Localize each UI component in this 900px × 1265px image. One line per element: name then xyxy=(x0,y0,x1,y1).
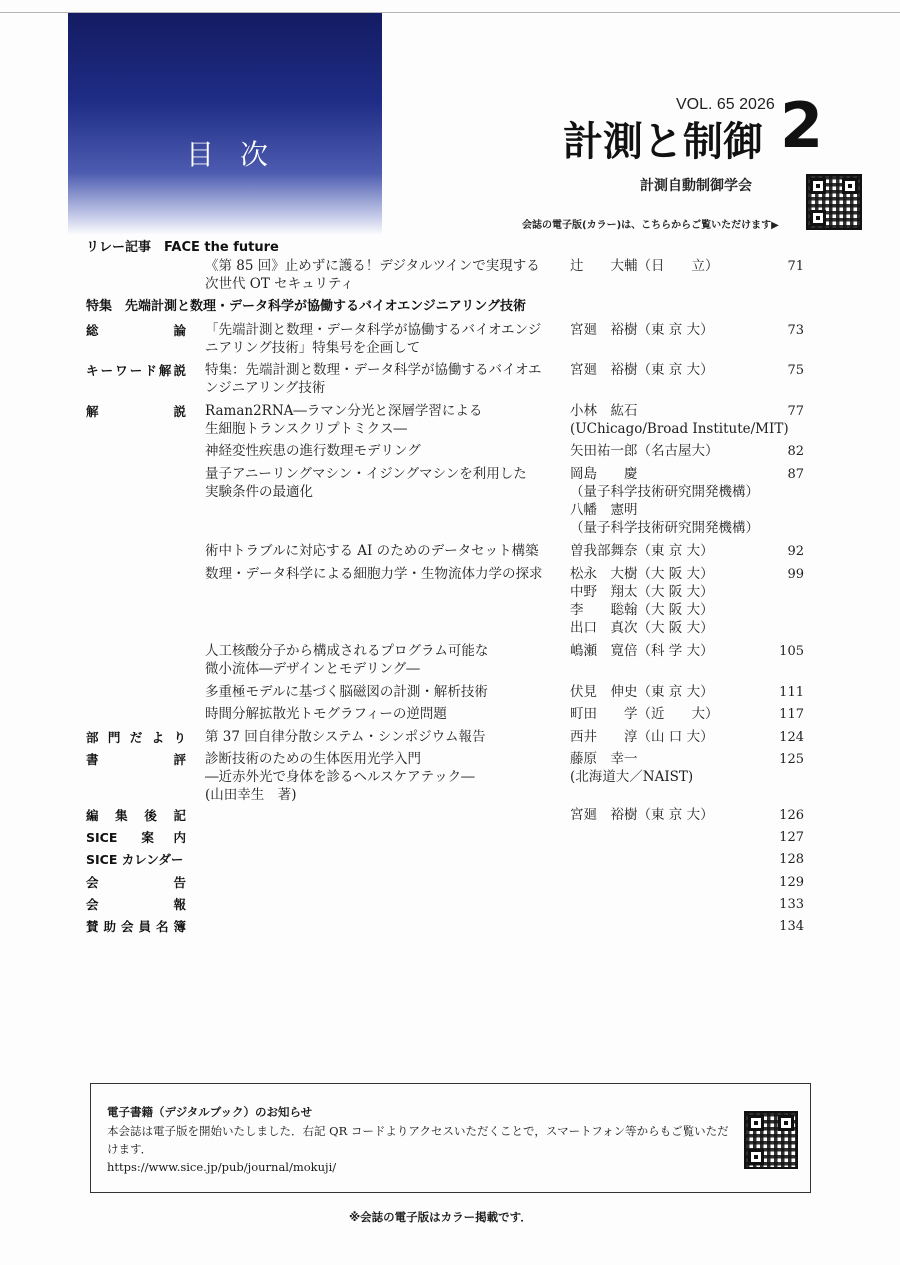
article-title[interactable]: 次世代 OT セキュリティ xyxy=(205,276,354,292)
author-affiliation: （量子科学技術研究開発機構） xyxy=(570,520,759,536)
toc-banner xyxy=(68,13,382,235)
category-label: 部門だより xyxy=(86,730,186,745)
article-author: 李 聡翰（大 阪 大） xyxy=(570,602,714,618)
article-author: 町田 学（近 大） xyxy=(570,706,719,722)
article-title[interactable]: 微小流体―デザインとモデリング― xyxy=(205,661,420,677)
banner-title: 目次 xyxy=(186,138,295,171)
article-author: 宮廻 裕樹（東 京 大） xyxy=(570,807,714,823)
article-author: 矢田祐一郎（名古屋大） xyxy=(570,443,719,459)
page-number: 128 xyxy=(779,852,804,867)
article-title[interactable]: 量子アニーリングマシン・イジングマシンを利用した xyxy=(205,466,527,482)
footer-note: ※会誌の電子版はカラー掲載です． xyxy=(349,1210,532,1224)
article-title[interactable]: ンジニアリング技術 xyxy=(205,380,326,396)
article-title[interactable]: 術中トラブルに対応する AI のためのデータセット構築 xyxy=(205,543,539,559)
category-label[interactable]: SICE カレンダー xyxy=(86,852,184,867)
page-number: 125 xyxy=(779,752,804,767)
page-number: 92 xyxy=(787,544,804,559)
article-author: 岡島 慶 xyxy=(570,466,638,482)
article-author: 宮廻 裕樹（東 京 大） xyxy=(570,362,714,378)
category-label[interactable]: SICE 案内 xyxy=(86,830,186,845)
article-title[interactable]: 第 37 回自律分散システム・シンポジウム報告 xyxy=(205,729,486,745)
page-number: 71 xyxy=(787,259,804,274)
article-author: 松永 大樹（大 阪 大） xyxy=(570,566,714,582)
article-title[interactable]: 多重極モデルに基づく脳磁図の計測・解析技術 xyxy=(205,684,488,700)
category-label: 解説 xyxy=(86,404,186,419)
page-number: 133 xyxy=(779,897,804,912)
qr-finder-icon xyxy=(810,178,826,194)
article-author: 辻 大輔（日 立） xyxy=(570,258,719,274)
article-title[interactable]: 実験条件の最適化 xyxy=(205,484,313,500)
author-affiliation: (北海道大／NAIST) xyxy=(570,769,694,785)
volume-label: VOL. 65 2026 xyxy=(676,96,775,113)
category-label[interactable]: 会告 xyxy=(86,875,186,890)
qr-code-icon[interactable] xyxy=(744,1111,798,1169)
article-author: 中野 翔太（大 阪 大） xyxy=(570,584,714,600)
announcement-title: 電子書籍（デジタルブック）のお知らせ xyxy=(107,1105,313,1119)
category-label: キーワード解説 xyxy=(86,363,186,378)
feature-section-heading: 特集 先端計測と数理・データ科学が協働するバイオエンジニアリング技術 xyxy=(86,299,526,314)
page-number: 127 xyxy=(779,830,804,845)
author-affiliation: （量子科学技術研究開発機構） xyxy=(570,484,759,500)
qr-finder-icon xyxy=(842,178,858,194)
article-title[interactable]: 人工核酸分子から構成されるプログラム可能な xyxy=(205,643,489,659)
article-title[interactable]: 「先端計測と数理・データ科学が協働するバイオエンジ xyxy=(205,322,542,338)
category-label[interactable]: 賛助会員名簿 xyxy=(86,919,186,934)
page-number: 99 xyxy=(787,567,804,582)
qr-finder-icon xyxy=(810,210,826,226)
article-author: 西井 淳（山 口 大） xyxy=(570,729,714,745)
article-title[interactable]: 数理・データ科学による細胞力学・生物流体力学の探求 xyxy=(205,566,543,582)
page-number: 111 xyxy=(779,685,804,700)
article-title[interactable]: 診断技術のための生体医用光学入門 xyxy=(205,751,421,767)
article-author: 出口 真次（大 阪 大） xyxy=(570,620,714,636)
qr-finder-icon xyxy=(748,1149,764,1165)
article-title[interactable]: 特集：先端計測と数理・データ科学が協働するバイオエ xyxy=(205,362,542,378)
article-title[interactable]: (山田幸生 著) xyxy=(205,787,297,803)
announcement-body: 本会誌は電子版を開始いたしました．右記 QR コードよりアクセスいただくことで，スマートフォン等からもご覧いただけます． xyxy=(107,1124,729,1156)
article-author: 宮廻 裕樹（東 京 大） xyxy=(570,322,714,338)
article-title[interactable]: ―近赤外光で身体を診るヘルスケアテック― xyxy=(205,769,475,785)
page-number: 117 xyxy=(779,707,804,722)
journal-title: 計測と制御 xyxy=(563,119,763,165)
category-label: 書評 xyxy=(86,752,186,767)
page-number: 75 xyxy=(787,363,804,378)
page-number: 82 xyxy=(787,444,804,459)
article-author: 曽我部舞奈（東 京 大） xyxy=(570,543,714,559)
page-number: 126 xyxy=(779,808,804,823)
qr-finder-icon xyxy=(748,1115,764,1131)
article-author: 伏見 伸史（東 京 大） xyxy=(570,684,714,700)
electronic-edition-notice[interactable]: 会誌の電子版(カラー)は、こちらからご覧いただけます▶ xyxy=(522,220,779,231)
article-title[interactable]: Raman2RNA―ラマン分光と深層学習による xyxy=(205,403,483,419)
announcement-url-link[interactable]: https://www.sice.jp/pub/journal/mokuji/ xyxy=(107,1160,337,1174)
category-label[interactable]: 編集後記 xyxy=(86,808,186,823)
page-number: 105 xyxy=(779,644,804,659)
category-label: 総論 xyxy=(86,323,186,338)
article-title[interactable]: 時間分解拡散光トモグラフィーの逆問題 xyxy=(205,706,447,722)
page-number: 77 xyxy=(787,404,804,419)
article-author: 小林 紘石 xyxy=(570,403,638,419)
page-number: 87 xyxy=(787,467,804,482)
qr-finder-icon xyxy=(778,1115,794,1131)
digital-book-announcement xyxy=(90,1083,811,1193)
qr-code-icon[interactable] xyxy=(806,174,862,230)
society-name: 計測自動制御学会 xyxy=(640,178,752,194)
article-title[interactable]: 《第 85 回》止めずに護る！デジタルツインで実現する xyxy=(205,258,540,274)
issue-number: 2 xyxy=(780,89,824,162)
page-number: 129 xyxy=(779,875,804,890)
article-author: 八幡 憲明 xyxy=(570,502,638,518)
article-title[interactable]: 神経変性疾患の進行数理モデリング xyxy=(205,443,421,459)
page-number: 73 xyxy=(787,323,804,338)
article-author: 嶋瀬 寛倍（科 学 大） xyxy=(570,643,714,659)
category-label[interactable]: 会報 xyxy=(86,897,186,912)
article-title[interactable]: ニアリング技術」特集号を企画して xyxy=(205,340,421,356)
article-title[interactable]: 生細胞トランスクリプトミクス― xyxy=(205,421,407,437)
page-number: 134 xyxy=(779,919,804,934)
page-number: 124 xyxy=(779,730,804,745)
article-author: 藤原 幸一 xyxy=(570,751,638,767)
author-affiliation: (UChicago/Broad Institute/MIT) xyxy=(570,421,789,437)
relay-section-heading: リレー記事 FACE the future xyxy=(86,240,279,255)
